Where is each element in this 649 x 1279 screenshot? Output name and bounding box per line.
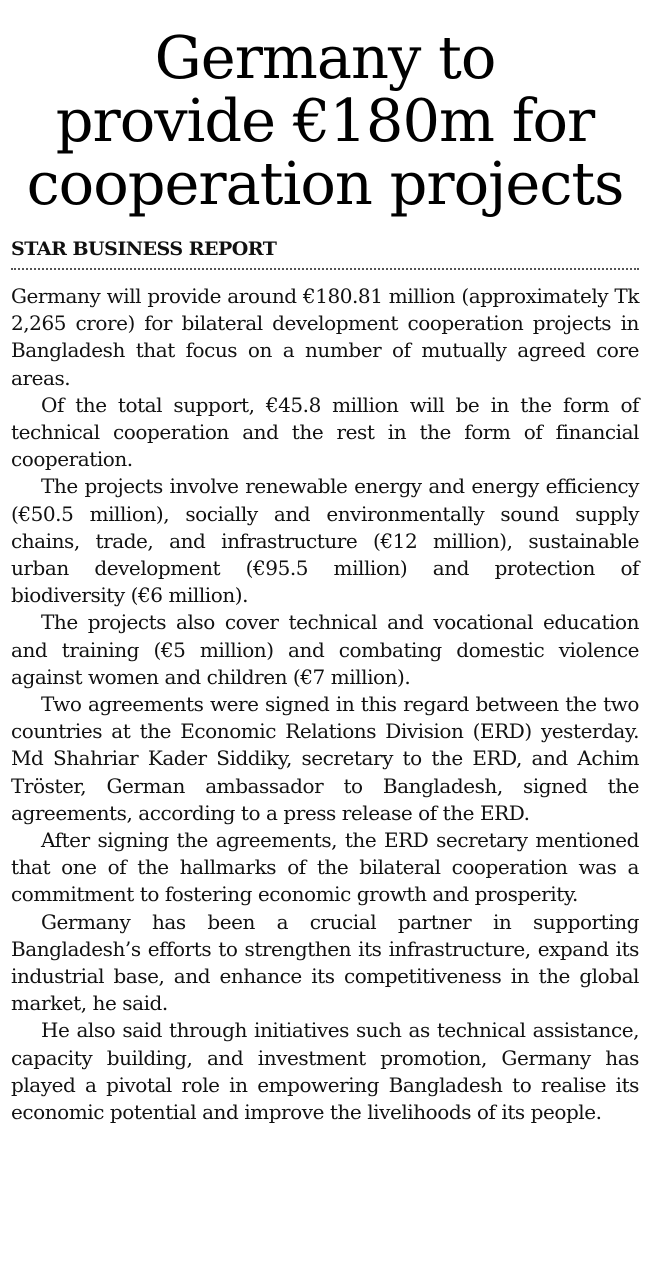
headline [11,0,639,218]
paragraph-1: Germany will provide around €180.81 million (approximately Tk 2,265 crore) for bilateral development cooperation projects in Bangladesh that focus on a number of mutually agreed core areas. [11,284,639,390]
byline: STAR BUSINESS REPORT [11,238,277,260]
headline-line-1: Germany to [154,23,496,92]
paragraph-4: The projects also cover technical and vocational education and training (€5 million) and combating domestic violence against women and children (€7 million). [11,610,639,689]
dotted-divider [11,268,639,270]
paragraph-5: Two agreements were signed in this regard between the two countries at the Economic Relations Division (ERD) yesterday. Md Shahriar Kader Siddiky, secretary to the ERD, and Achim Tröster, German ambassador to Bangladesh, signed the agreements, according to a press release of the ERD. [11,692,639,825]
paragraph-2: Of the total support, €45.8 million will be in the form of technical cooperation and the rest in the form of financial cooperation. [11,392,639,472]
paragraph-7: Germany has been a crucial partner in supporting Bangladesh’s efforts to strengthen its infrastructure, expand its industrial base, and enhance its competitiveness in the global market, he said. [11,909,639,1016]
headline-line-3: cooperation projects [26,149,624,218]
article-body [11,283,639,1126]
headline-line-2: provide €180m for [55,86,595,155]
paragraph-6: After signing the agreements, the ERD secretary mentioned that one of the hallmarks of the bilateral cooperation was a commitment to fostering economic growth and prosperity. [11,828,639,907]
paragraph-8: He also said through initiatives such as technical assistance, capacity building, and investment promotion, Germany has played a pivotal role in empowering Bangladesh to realise its economic potential and improve the livelihoods of its people. [11,1018,639,1125]
paragraph-3: The projects involve renewable energy and energy efficiency (€50.5 million), socially and environmentally sound supply chains, trade, and infrastructure (€12 million), sustainable urban development (€95.5 million) and protection of biodiversity (€6 million). [11,474,639,608]
